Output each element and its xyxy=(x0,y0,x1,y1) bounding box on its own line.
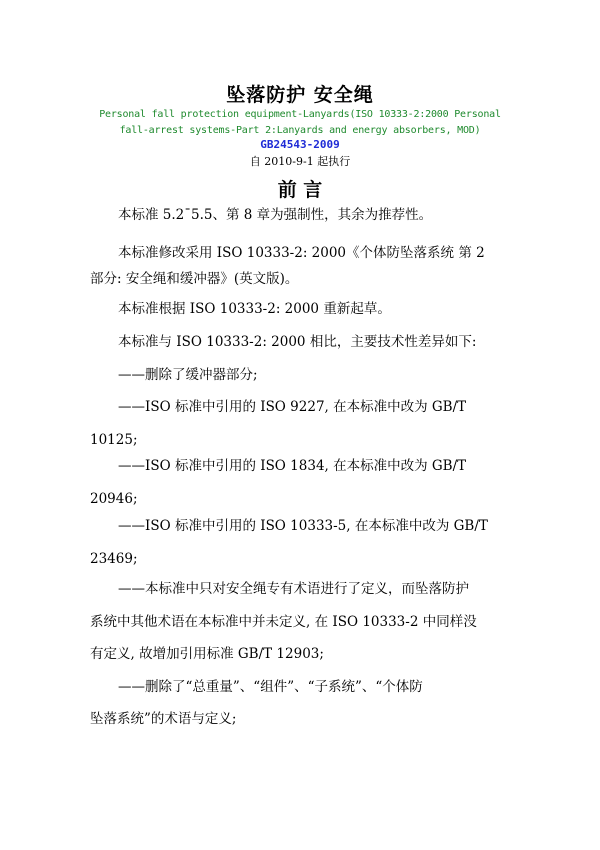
list-item-line: ——ISO 标准中引用的 ISO 9227, 在本标准中改为 GB/T xyxy=(118,399,467,415)
document-title: 坠落防护 安全绳 xyxy=(226,84,374,106)
list-item-line: 20946; xyxy=(90,491,138,507)
list-item-line: ——ISO 标准中引用的 ISO 1834, 在本标准中改为 GB/T xyxy=(118,458,467,474)
english-title xyxy=(80,107,520,139)
list-item-line: 坠落系统”的术语与定义; xyxy=(90,711,237,727)
preface-heading: 前 言 xyxy=(277,179,323,201)
list-item-line: 23469; xyxy=(90,551,138,567)
paragraph-line: 本标准 5.2¯5.5、第 8 章为强制性，其余为推荐性。 xyxy=(118,207,433,223)
english-title-line-1: Personal fall protection equipment-Lanyards(ISO 10333-2:2000 Personal xyxy=(99,109,501,120)
paragraph-line: 本标准根据 ISO 10333-2: 2000 重新起草。 xyxy=(118,301,391,317)
list-item-line: 系统中其他术语在本标准中并未定义, 在 ISO 10333-2 中同样没 xyxy=(90,614,477,630)
list-item-line: ——删除了缓冲器部分; xyxy=(118,367,258,383)
effective-date: 自 2010-9-1 起执行 xyxy=(249,155,351,168)
list-item-line: ——本标准中只对安全绳专有术语进行了定义，而坠落防护 xyxy=(118,581,469,597)
paragraph-line: 本标准修改采用 ISO 10333-2: 2000《个体防坠落系统 第 2 xyxy=(118,245,485,261)
list-item-line: ——删除了“总重量”、“组件”、“子系统”、“个体防 xyxy=(118,679,423,695)
list-item-line: 有定义, 故增加引用标准 GB/T 12903; xyxy=(90,646,324,662)
paragraph-line: 本标准与 ISO 10333-2: 2000 相比，主要技术性差异如下: xyxy=(118,334,477,350)
list-item-line: 10125; xyxy=(90,432,138,448)
english-title-line-2: fall-arrest systems-Part 2:Lanyards and energy absorbers, MOD) xyxy=(119,125,481,136)
paragraph-line: 部分: 安全绳和缓冲器》(英文版)。 xyxy=(90,271,299,287)
standard-code: GB24543-2009 xyxy=(260,138,340,151)
list-item-line: ——ISO 标准中引用的 ISO 10333-5, 在本标准中改为 GB/T xyxy=(118,518,488,534)
